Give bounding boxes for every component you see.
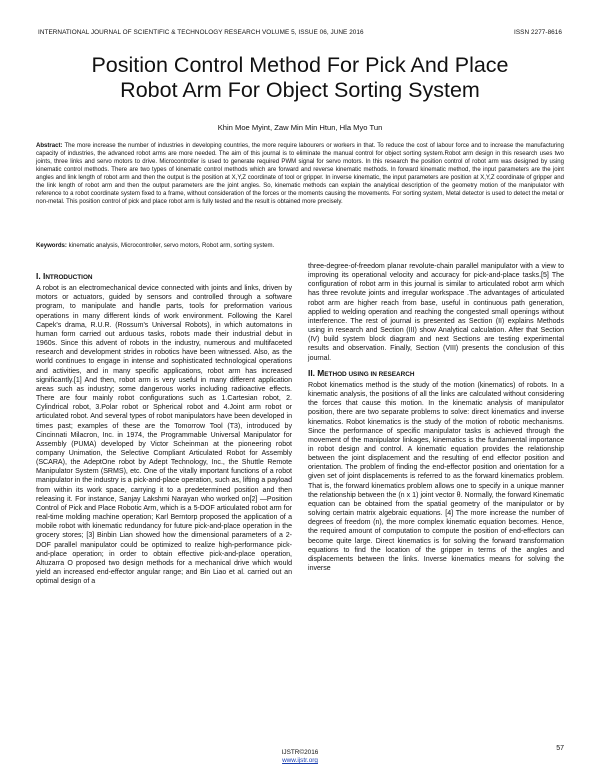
right-column <box>308 262 564 573</box>
journal-header <box>38 29 562 36</box>
introduction-paragraph: A robot is an electromechanical device connected with joints and links, driven by motors or actuators, guided by sensors and controlled through a software program, to manipulate and handle parts, tools for preformation various operations in many different kinds of work environment. Following the Karel Capek's drama, R.U.R. (Rossum's Universal Robots), in which automatons in human form carried out arduous tasks, robots made their industrial debut in 1960s. Since this advent of robots in the industry, numerous and multifaceted research and development strides in robotics have been witnessed. Also, as the world continues to engage in intense and sophisticated technological operations and activities, and in many specific applications, robot arm has increased significantly.[1] And then, robot arm is very useful in many different application areas such as industry; some dangerous works including radioactive effects. There are four mainly robot configurations such as 1.Cartesian robot, 2. Cylindrical robot, 3.Polar robot or Spherical robot and 4.Joint arm robot or articulated robot. And several types of robot manipulators have been developed in times past; examples of these are the Tomorrow Tool (T3), introduced by Cincinnati Milacron, Inc. in 1974, the Programmable Universal Manipulator for Assembly (PUMA) developed by Victor Scheinman at the pioneering robot company Unimation, the Selective Compliant Articulated Robot for Assembly (SCARA), the AdeptOne robot by Adept Technology, Inc., the Shuttle Remote Manipulator System (SRMS), etc. One of the vitally important functions of a robot manipulator in the industry is a pick-and-place operation, such as, lifting a payload from within its work space, carrying it to a predetermined position and then releasing it. For instance, Sanjay Lakshmi Narayan who worked on[2] —Position Control of Pick and Place Robotic Arm, which is a 5-DOF articulated robot arm for real-time molding machine operation; Karl Berntorp proposed the application of a mobile robot with kinematic redundancy for future pick-and-place operation in the grocery stores; [3] Binbin Lian showed how the dimensional parameters of a 2-DOF parallel manipulator could be optimized to realize high-performance pick-and-place operation; in order to obtain effective pick-and-place operation, Altuzarra O proposed two design methods for a mechanical drive which would yield an increased end-effector angular range; and Bin Liao et al. carried out an optimal design of a <box>36 285 292 586</box>
section-heading-method <box>308 369 564 379</box>
title-line-2: Robot Arm For Object Sorting System <box>120 78 480 102</box>
abstract <box>36 142 564 206</box>
keywords <box>36 243 564 249</box>
abstract-text: The more increase the number of industries in developing countries, the more require labourers or workers in that. To reduce the cost of labour force and to increase the manufacturing capacity of industries, the advanced robot arms are more needed. The aim of this journal is to eliminate the manual control for object sorting system.Robot arm design in this research uses two joints, three links and servo motors to drive. Microcontroller is used to generate required PWM signal for servo motors. In this research the position control of robot arm was designed by using kinematic control methods. There are two types of kinematic control methods which are forward and reverse kinematic methods. In forward kinematic method, the input parameters are the joint angles and link length of robot arm and then the output is the position at X,Y,Z coordinate of tool or gripper. In inverse kinematic, the input parameters are position at X,Y,Z coordinate of gripper and the link length of robot arm and then the output parameters are the joint angles. So, kinematic methods can explain the analytical description of the geometry motion of the manipulator with reference to a robot coordinate system fixed to a frame, without consideration of the forces or the moments causing the movements. For sorting system, Metal detector is used to detect the metal or non-metal. This position control of pick and place robot arm is fully tested and the result is obtained more precisely. <box>36 143 564 206</box>
footer-copyright: IJSTR©2016 <box>281 749 319 756</box>
method-paragraph: Robot kinematics method is the study of the motion (kinematics) of robots. In a kinematic analysis, the positions of all the links are calculated without considering the forces that cause this motion. In the kinematic analysis of manipulator position, there are two separate problems to solve: direct kinematics and inverse kinematics. Robot kinematics is the study of the motion of robotic mechanisms. Since the performance of specific manipulator tasks is achieved through the movement of the manipulator linkages, kinematics is the fundamental importance in robot design and control. A kinematic equation provides the relationship between the joint displacement and the resulting of end effector position and orientation. The problem of finding the end-effector position and orientation for a given set of joint displacements is referred to as the forward kinematics problem. That is, the forward kinematics problem allows one to specify in a unique manner the relationship between the (n x 1) joint vector θ. Normally, the forward Kinematic equation can be obtained from the spatial geometry of the manipulator or by solving certain matrix algebraic equations. [4] The more increase the number of degrees of freedom (n), the more complex kinematic equation becomes. Hence, the required amount of computation to compute the position of end-effectors can become quite large. Direct kinematics is for solving the forward transformation equations to find the location of the gripper in terms of the angles and displacements between the links. Inverse kinematics means for solving the inverse <box>308 381 564 572</box>
page-number: 57 <box>556 745 564 752</box>
section-title: NTRODUCTION <box>45 274 93 281</box>
keywords-text: kinematic analysis, Microcontroller, servo motors, Robot arm, sorting system. <box>66 243 275 249</box>
section-heading-introduction <box>36 272 292 282</box>
authors: Khin Moe Myint, Zaw Min Min Htun, Hla Myo Tun <box>217 123 383 132</box>
footer-website-link[interactable]: www.ijstr.org <box>282 757 318 764</box>
section-number: II. M <box>308 367 325 378</box>
journal-name: INTERNATIONAL JOURNAL OF SCIENTIFIC & TECHNOLOGY RESEARCH VOLUME 5, ISSUE 06, JUNE 2016 <box>38 29 364 36</box>
title-line-1: Position Control Method For Pick And Place <box>91 53 509 77</box>
section-title: ETHOD USING IN RESEARCH <box>324 370 415 378</box>
keywords-label: Keywords: <box>36 243 67 249</box>
introduction-continued: three-degree-of-freedom planar revolute-chain parallel manipulator with a view to improving its operational velocity and accuracy for pick-and-place tasks.[5] The configuration of robot arm in this journal is similar to articulated robot arm which has three revolute joints and irregular workspace .The advantages of articulated robot arm are higher reach from base, useful in continuous path generation, applied to welding operation and reaching the congested small openings without interference. The rest of journal is presented as Section (II) explains Methods using in research and Section (III) show Analytical calculation. After that Section (IV) build system block diagram and next Sections are testing experimental results and observation. Finally, Section (VIII) presents the conclusion of this journal. <box>308 263 564 362</box>
section-number: I. I <box>36 271 46 281</box>
left-column <box>36 262 292 586</box>
abstract-label: Abstract: <box>36 143 63 149</box>
issn: ISSN 2277-8616 <box>514 29 562 36</box>
paper-title <box>30 53 570 103</box>
